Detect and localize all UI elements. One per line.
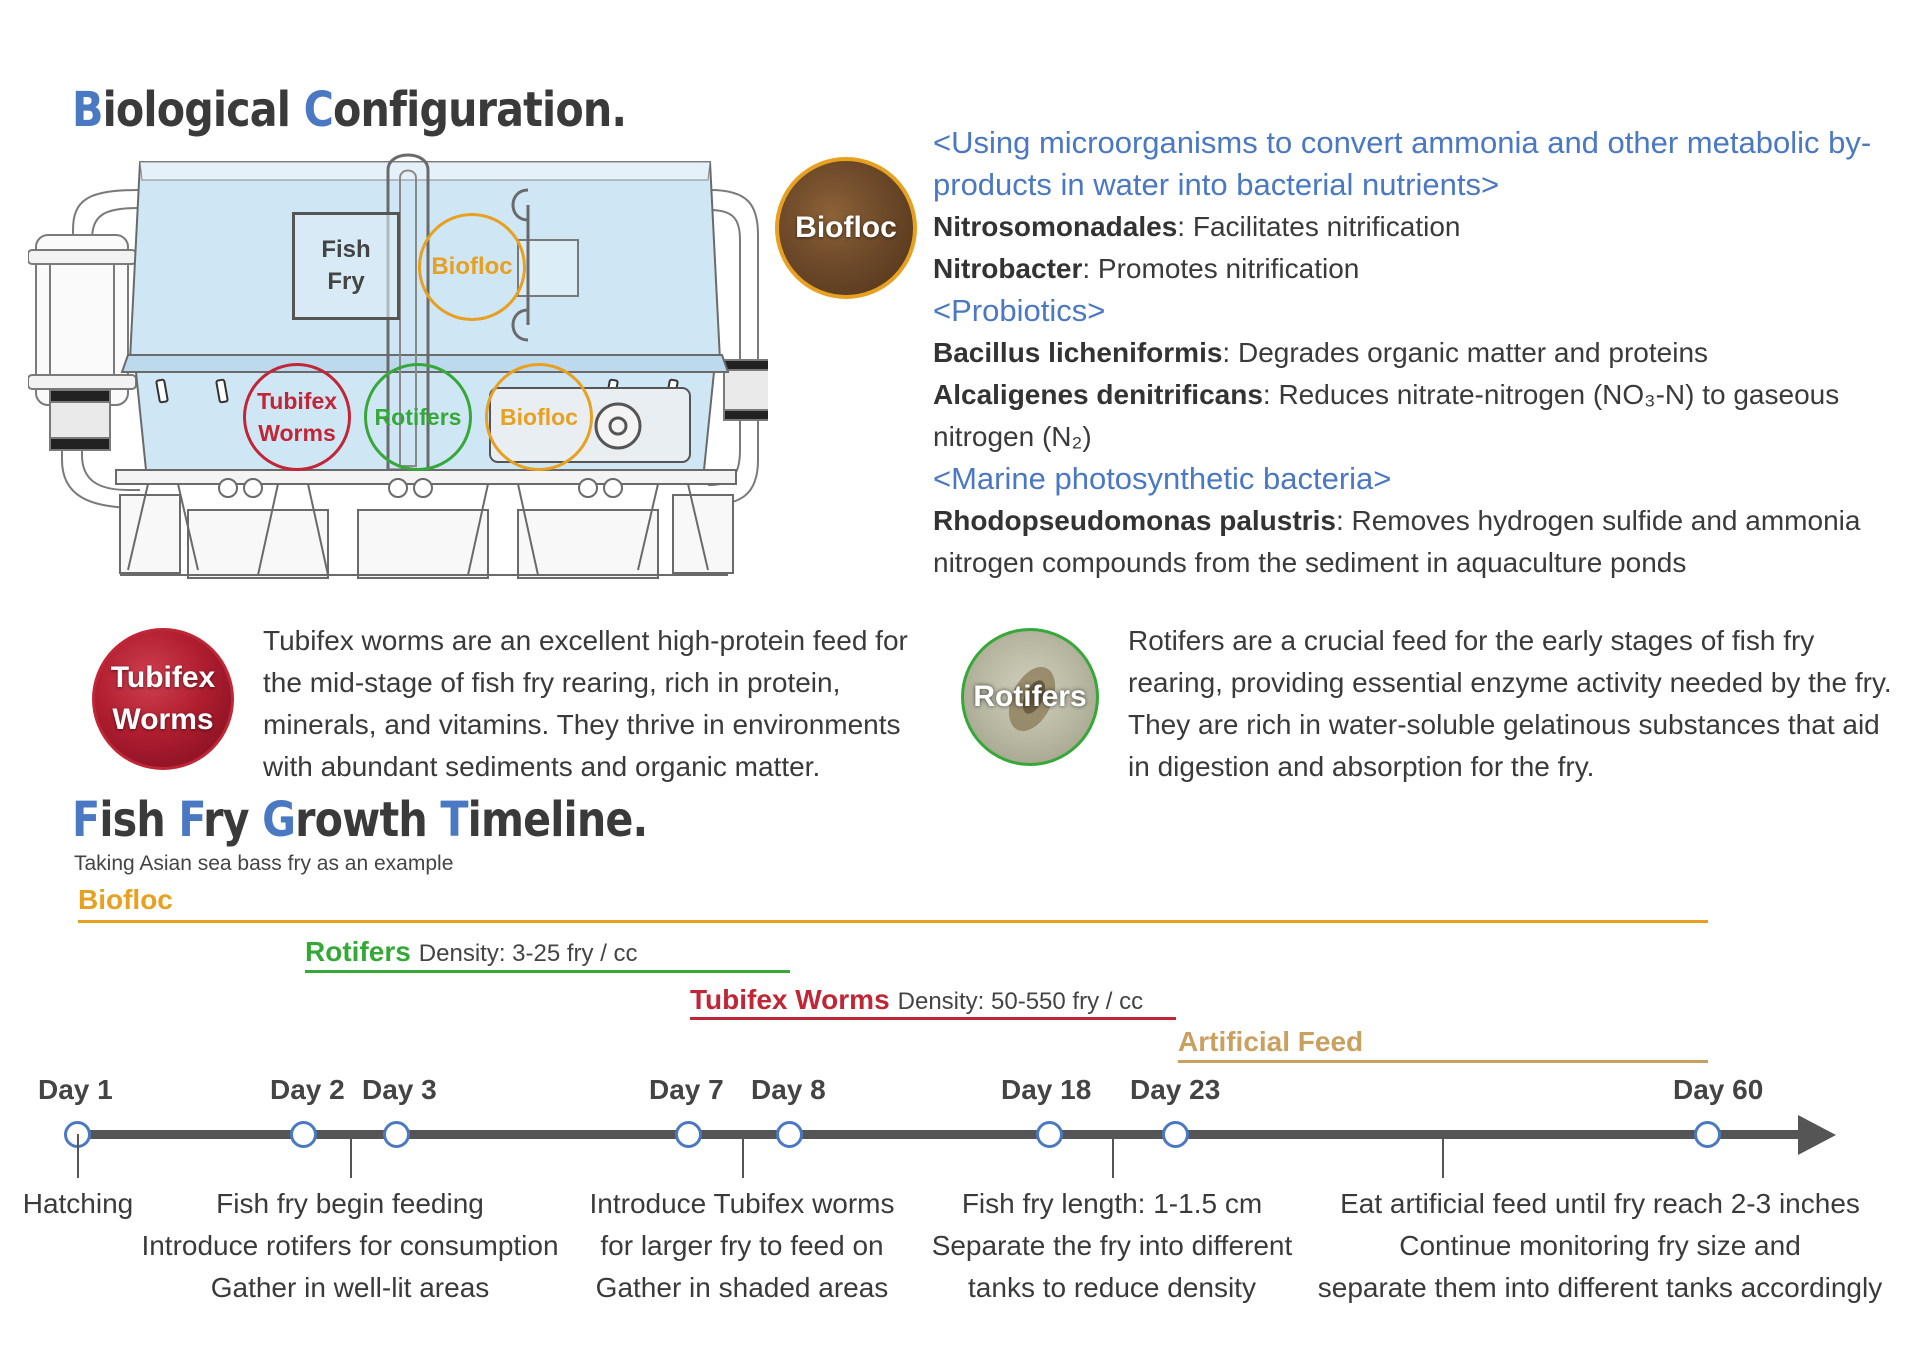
event-2-line-2: Introduce rotifers for consumption xyxy=(141,1230,559,1261)
tubifex-label-2: Worms xyxy=(258,420,336,446)
rotifers-feed-line xyxy=(305,970,790,973)
rotifers-description: Rotifers are a crucial feed for the early stages of fish fry rearing, providing essential enzyme activity needed by the fry. They are rich in water-soluble gelatinous substances that aid in digestion and absorption for the fry. xyxy=(1128,625,1892,782)
event-begin-feeding xyxy=(130,1183,570,1309)
day-18-label: Day 18 xyxy=(1001,1074,1092,1105)
rotifers-feed-name: Rotifers xyxy=(305,936,411,967)
bacillus-line: Bacillus licheniformis: Degrades organic matter and proteins xyxy=(933,337,1709,368)
tubifex-photo-label-1: Tubifex xyxy=(110,661,216,694)
event-3-line-3: Gather in shaded areas xyxy=(595,1272,889,1303)
artificial-feed-label: Artificial Feed xyxy=(1178,1026,1364,1057)
rhodopseudomonas-line: Rhodopseudomonas palustris: Removes hydrogen sulfide and ammonia nitrogen compounds from the sediment in aquaculture ponds xyxy=(933,505,1861,578)
day-7-label: Day 7 xyxy=(649,1074,724,1105)
tubifex-feed-line xyxy=(690,1017,1176,1020)
event-4-line-1: Fish fry length: 1-1.5 cm xyxy=(961,1188,1263,1219)
event-artificial-feed xyxy=(1304,1183,1896,1309)
event-introduce-tubifex xyxy=(572,1183,912,1309)
event-2-line-3: Gather in well-lit areas xyxy=(210,1272,490,1303)
rotifers-density: Density: 3-25 fry / cc xyxy=(418,940,638,967)
event-2-tick xyxy=(350,1134,352,1178)
event-5-tick xyxy=(1442,1134,1444,1178)
rotifers-photo-label: Rotifers xyxy=(973,680,1087,713)
biofloc-feed-label: Biofloc xyxy=(78,884,173,915)
biofloc-photo-label: Biofloc xyxy=(795,211,897,244)
tubifex-feed-label xyxy=(690,984,1143,1016)
alcaligenes-line: Alcaligenes denitrificans: Reduces nitrate-nitrogen (NO₃-N) to gaseous nitrogen (N₂) xyxy=(933,379,1840,452)
day-3-marker xyxy=(383,1121,410,1148)
day-8-marker xyxy=(776,1121,803,1148)
event-1-tick xyxy=(77,1134,79,1178)
tubifex-photo-label-2: Worms xyxy=(112,703,214,736)
rotifers-feed-label xyxy=(305,936,638,968)
biofloc-bottom-label: Biofloc xyxy=(500,403,578,430)
event-4-tick xyxy=(1112,1134,1114,1178)
tubifex-feed-name: Tubifex Worms xyxy=(690,984,890,1015)
day-60-marker xyxy=(1694,1121,1721,1148)
day-1-label: Day 1 xyxy=(38,1074,113,1105)
tubifex-description: Tubifex worms are an excellent high-protein feed for the mid-stage of fish fry rearing, rich in protein, minerals, and vitamins. They thrive in environments with abundant sediments and organic matter. xyxy=(263,625,908,782)
event-4-line-3: tanks to reduce density xyxy=(968,1272,1256,1303)
probiotics-heading: <Probiotics> xyxy=(933,293,1106,328)
timeline-arrow-icon xyxy=(1798,1115,1836,1155)
marine-bacteria-heading: <Marine photosynthetic bacteria> xyxy=(933,461,1392,496)
day-3-label: Day 3 xyxy=(362,1074,437,1105)
event-5-line-1: Eat artificial feed until fry reach 2-3 inches xyxy=(1340,1188,1860,1219)
event-hatching xyxy=(12,1183,144,1225)
biofloc-top-label: Biofloc xyxy=(431,253,513,280)
fish-fry-label-2: Fry xyxy=(327,268,365,295)
day-2-marker xyxy=(290,1121,317,1148)
event-3-tick xyxy=(742,1134,744,1178)
biofloc-top-circle xyxy=(418,213,526,321)
fish-fry-label-1: Fish xyxy=(321,236,371,263)
artificial-feed-line xyxy=(1178,1060,1708,1063)
timeline-subtitle: Taking Asian sea bass fry as an example xyxy=(74,852,454,875)
event-2-line-1: Fish fry begin feeding xyxy=(216,1188,484,1219)
timeline-axis xyxy=(78,1130,1798,1139)
microorganism-description xyxy=(933,122,1893,584)
day-23-marker xyxy=(1162,1121,1189,1148)
aquaculture-tank-illustration xyxy=(28,150,768,590)
tubifex-label-1: Tubifex xyxy=(256,388,338,414)
tubifex-density: Density: 50-550 fry / cc xyxy=(897,988,1144,1015)
rotifers-label: Rotifers xyxy=(374,403,462,430)
biofloc-bottom-circle xyxy=(485,363,593,471)
day-60-label: Day 60 xyxy=(1673,1074,1764,1105)
day-2-label: Day 2 xyxy=(270,1074,345,1105)
tubifex-photo xyxy=(92,628,234,770)
event-4-line-2: Separate the fry into different xyxy=(931,1230,1293,1261)
day-23-label: Day 23 xyxy=(1130,1074,1221,1105)
biofloc-feed-line xyxy=(78,920,1708,923)
event-3-line-2: for larger fry to feed on xyxy=(600,1230,884,1261)
event-5-line-3: separate them into different tanks accordingly xyxy=(1317,1272,1883,1303)
day-8-label: Day 8 xyxy=(751,1074,826,1105)
tubifex-circle xyxy=(243,363,351,471)
event-1-line-1: Hatching xyxy=(22,1188,134,1219)
nitrobacter-line: Nitrobacter: Promotes nitrification xyxy=(933,253,1360,284)
fish-fry-box xyxy=(292,212,400,320)
event-5-line-2: Continue monitoring fry size and xyxy=(1399,1230,1801,1261)
event-3-line-1: Introduce Tubifex worms xyxy=(589,1188,895,1219)
nitrosomonadales-line: Nitrosomonadales: Facilitates nitrification xyxy=(933,211,1461,242)
day-7-marker xyxy=(675,1121,702,1148)
rotifers-photo xyxy=(961,628,1099,766)
day-18-marker xyxy=(1036,1121,1063,1148)
biofloc-photo xyxy=(775,157,917,299)
timeline-title: Fish Fry Growth Timeline. xyxy=(72,792,648,848)
biofloc-heading: <Using microorganisms to convert ammonia and other metabolic by-products in water into bacterial nutrients> xyxy=(933,125,1872,202)
rotifers-circle xyxy=(364,363,472,471)
event-separate-tanks xyxy=(918,1183,1306,1309)
bio-config-title: Biological Configuration. xyxy=(72,82,627,138)
